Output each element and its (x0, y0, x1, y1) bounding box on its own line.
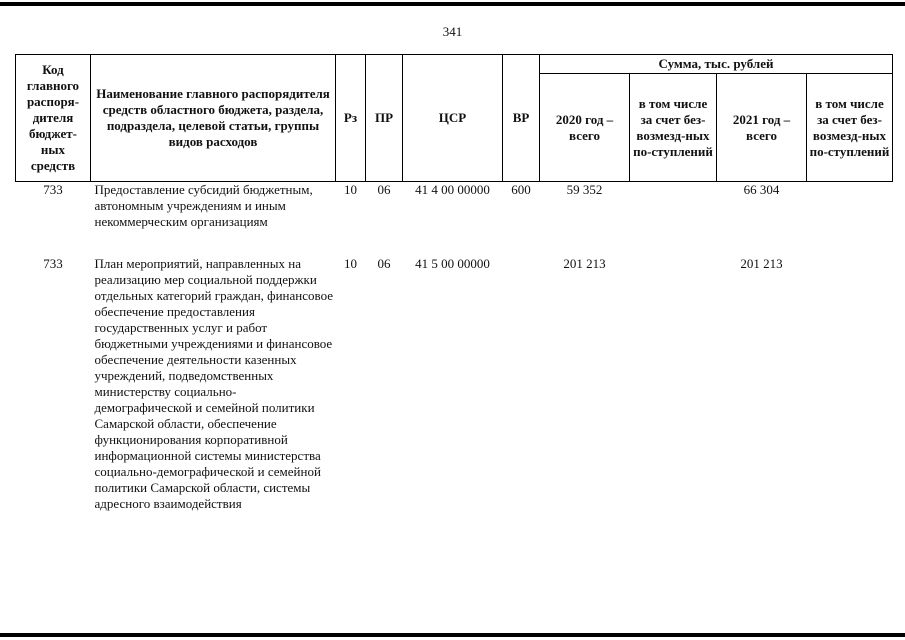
cell-2020-total: 201 213 (563, 256, 606, 271)
cell-csr: 41 5 00 00000 (415, 256, 490, 271)
table-row (16, 182, 893, 243)
header-2021-free: в том числе за счет без-возмезд-ных по-ступлений (807, 74, 893, 182)
table-header (16, 55, 893, 182)
header-code: Код главного распоря-дителя бюджет-ных средств (16, 55, 91, 182)
header-pr: ПР (366, 55, 403, 182)
header-name: Наименование главного распорядителя средств областного бюджета, раздела, подраздела, целевой статьи, группы видов расходов (91, 55, 336, 182)
cell-2021-total: 66 304 (743, 182, 780, 197)
cell-name: План мероприятий, направленных на реализацию мер социальной поддержки отдельных категорий граждан, финансовое обеспечение предоставления государственных услуг и работ бюджетными учреждениями и финансовое обеспечение деятельности казенных учреждений, подведомственных министерству социально-демографической и семейной политики Самарской области, обеспечение функционирования корпоративной информационной системы министерства социально-демографической и семейной политики Самарской области, системы адресного взаимодействия (94, 256, 333, 511)
cell-code: 733 (43, 256, 63, 271)
header-2020-free: в том числе за счет без-возмезд-ных по-ступлений (630, 74, 717, 182)
budget-table (15, 54, 893, 512)
header-rz: Рз (336, 55, 366, 182)
cell-code: 733 (43, 182, 63, 197)
header-vr: ВР (503, 55, 540, 182)
cell-2020-free (630, 182, 717, 243)
cell-2021-free (807, 242, 893, 512)
cell-csr: 41 4 00 00000 (415, 182, 490, 197)
header-2020-total: 2020 год – всего (540, 74, 630, 182)
cell-2020-total: 59 352 (566, 182, 603, 197)
cell-2020-free (630, 242, 717, 512)
cell-vr (503, 242, 540, 512)
cell-name: Предоставление субсидий бюджетным, автономным учреждениям и иным некоммерческим организациям (94, 182, 313, 229)
cell-pr: 06 (377, 256, 391, 271)
top-border-bar (0, 2, 905, 6)
cell-2021-total: 201 213 (740, 256, 783, 271)
page-number: 341 (442, 24, 463, 39)
header-csr: ЦСР (403, 55, 503, 182)
table-row (16, 242, 893, 512)
cell-rz: 10 (344, 182, 357, 197)
cell-pr: 06 (377, 182, 391, 197)
cell-2021-free (807, 182, 893, 243)
cell-vr: 600 (511, 182, 531, 197)
header-2021-total: 2021 год – всего (717, 74, 807, 182)
bottom-border-bar (0, 633, 905, 637)
header-sum-group: Сумма, тыс. рублей (540, 55, 893, 74)
cell-rz: 10 (344, 256, 357, 271)
